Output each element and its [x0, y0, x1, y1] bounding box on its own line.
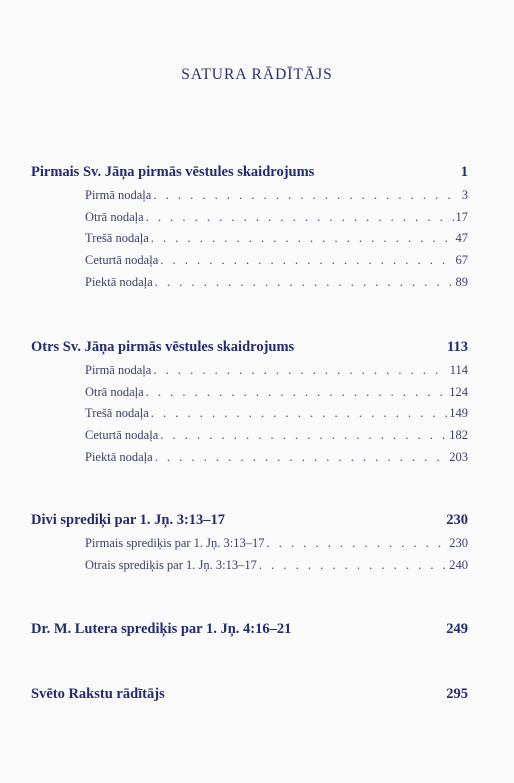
entry-label: Trešā nodaļa [85, 231, 149, 246]
dot-leader [160, 428, 447, 443]
dot-leader [153, 188, 459, 203]
toc-entry[interactable] [85, 385, 468, 407]
dot-leader [146, 210, 454, 225]
dot-leader [151, 231, 454, 246]
entry-label: Pirmā nodaļa [85, 188, 152, 202]
section-title: Divi sprediķi par 1. Jņ. 3:13–17 [31, 512, 226, 528]
toc-entry[interactable] [85, 188, 468, 210]
entry-label: Ceturtā nodaļa [85, 253, 159, 268]
dot-leader [259, 558, 447, 573]
toc-entry[interactable] [85, 558, 468, 580]
section-page: 113 [447, 339, 468, 355]
page-title: SATURA RĀDĪTĀJS [181, 66, 333, 83]
toc-section [31, 512, 468, 579]
toc-entry[interactable] [85, 450, 468, 472]
entry-page: 114 [449, 363, 468, 377]
section-heading[interactable] [31, 164, 468, 184]
dot-leader [153, 363, 447, 378]
entry-label: Trešā nodaļa [85, 406, 149, 421]
entry-page: 182 [449, 428, 468, 443]
dot-leader [155, 450, 448, 465]
toc-section [31, 621, 468, 641]
entry-label: Otrā nodaļa [85, 209, 144, 224]
dot-leader [151, 406, 447, 421]
entry-label: Otrais sprediķis par 1. Jņ. 3:13–17 [85, 557, 257, 572]
section-heading[interactable] [31, 686, 468, 706]
entry-page: 67 [455, 253, 468, 268]
section-page: 249 [446, 621, 468, 637]
entry-page: 3 [461, 188, 468, 202]
entry-page: 149 [449, 406, 468, 421]
toc-entry[interactable] [85, 536, 468, 558]
entry-page: 89 [455, 274, 468, 289]
entry-page: 47 [455, 231, 468, 246]
section-title: Pirmais Sv. Jāņa pirmās vēstules skaidrojums [31, 164, 315, 180]
toc-section [31, 686, 468, 706]
section-title: Otrs Sv. Jāņa pirmās vēstules skaidrojums [31, 339, 295, 355]
section-page: 230 [446, 512, 468, 528]
entry-label: Piektā nodaļa [85, 274, 153, 289]
entry-page: 240 [449, 557, 468, 572]
toc-entry[interactable] [85, 231, 468, 253]
section-heading[interactable] [31, 512, 468, 532]
toc-entry[interactable] [85, 428, 468, 450]
section-title: Svēto Rakstu rādītājs [31, 686, 165, 702]
toc-entry[interactable] [85, 253, 468, 275]
entry-label: Otrā nodaļa [85, 384, 144, 399]
entry-page: 230 [449, 536, 468, 550]
section-title: Dr. M. Lutera sprediķis par 1. Jņ. 4:16–21 [31, 621, 292, 637]
entry-page: 124 [449, 384, 468, 399]
toc-entry[interactable] [85, 406, 468, 428]
dot-leader [146, 385, 448, 400]
entry-label: Ceturtā nodaļa [85, 428, 159, 443]
entry-label: Pirmais sprediķis par 1. Jņ. 3:13–17 [85, 536, 265, 550]
toc-entry[interactable] [85, 363, 468, 385]
dot-leader [155, 275, 454, 290]
section-heading[interactable] [31, 339, 468, 359]
section-page: 295 [446, 686, 468, 702]
entry-label: Pirmā nodaļa [85, 363, 152, 377]
dot-leader [160, 253, 453, 268]
dot-leader [267, 536, 448, 551]
entry-page: 203 [449, 449, 468, 464]
toc-entry[interactable] [85, 275, 468, 297]
entry-page: 17 [455, 209, 468, 224]
section-page: 1 [460, 164, 468, 180]
entry-label: Piektā nodaļa [85, 449, 153, 464]
toc-section [31, 164, 468, 296]
section-heading[interactable] [31, 621, 468, 641]
toc-section [31, 339, 468, 471]
toc-entry[interactable] [85, 210, 468, 232]
